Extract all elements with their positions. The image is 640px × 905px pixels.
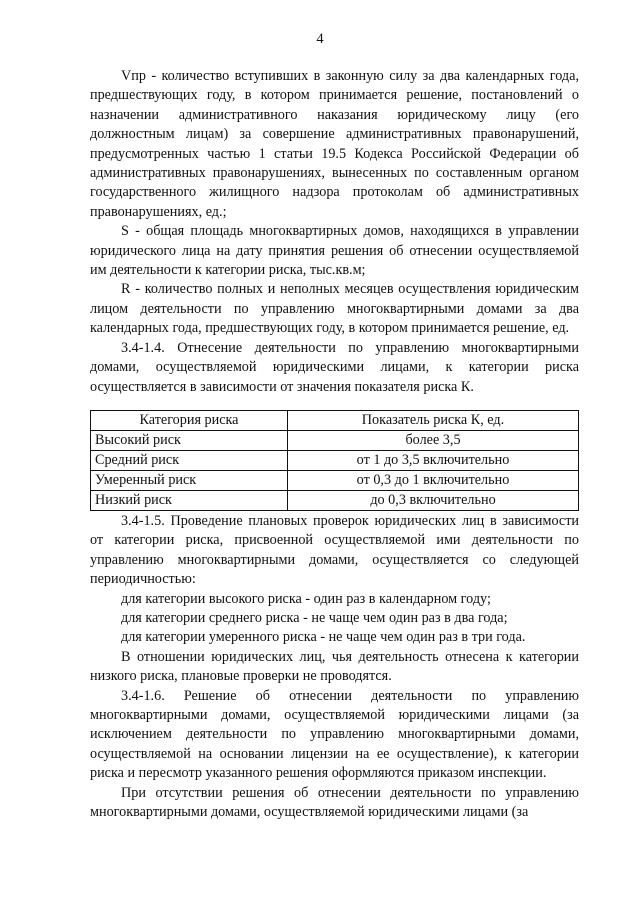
document-body (90, 67, 579, 822)
cell-category: Средний риск (91, 450, 288, 470)
paragraph-s-definition: S - общая площадь многоквартирных домов, находящихся в управлении юридического лица на дату принятия решения об отнесении осуществляемой им деятельности к категории риска, тыс.кв.м; (90, 223, 579, 279)
table-row (91, 490, 579, 510)
paragraph-3-4-1-5: 3.4-1.5. Проведение плановых проверок юридических лиц в зависимости от категории риска, присвоенной осуществляемой ими деятельности по управлению многоквартирными домами, осуществляется со следующей периодичностью: (90, 512, 579, 588)
paragraph-low-risk: В отношении юридических лиц, чья деятельность отнесена к категории низкого риска, плановые проверки не проводятся. (90, 648, 579, 685)
cell-category: Умеренный риск (91, 470, 288, 490)
cell-value: от 1 до 3,5 включительно (288, 450, 579, 470)
paragraph-vpr-definition: Vпр - количество вступивших в законную силу за два календарных года, предшествующих году, в котором принимается решение, постановлений о назначении административного наказания юридическому лицу (его должностным лицам) за совершение административных правонарушений, предусмотренных частью 1 статьи 19.5 Кодекса Российской Федерации об административных правонарушениях, вынесенных по составленным органом государственного жилищного надзора протоколам об административных правонарушениях, ед.; (90, 68, 579, 220)
table-header-row (91, 410, 579, 430)
cell-value: более 3,5 (288, 430, 579, 450)
paragraph-3-4-1-4: 3.4-1.4. Отнесение деятельности по управлению многоквартирными домами, осуществляемой юридическими лицами, к категории риска осуществляется в зависимости от значения показателя риска К. (90, 339, 579, 395)
page-number: 4 (316, 31, 324, 47)
cell-value: от 0,3 до 1 включительно (288, 470, 579, 490)
paragraph-r-definition: R - количество полных и неполных месяцев осуществления юридическим лицом деятельности по управлению многоквартирными домами за два календарных года, предшествующих году, в котором принимается решение, ед. (90, 281, 579, 337)
header-risk-indicator: Показатель риска К, ед. (288, 410, 579, 430)
cell-value: до 0,3 включительно (288, 490, 579, 510)
list-item-high-risk: для категории высокого риска - один раз в календарном году; (121, 590, 491, 607)
table-row (91, 470, 579, 490)
list-item-medium-risk: для категории среднего риска - не чаще чем один раз в два года; (121, 609, 508, 626)
risk-category-table (90, 410, 579, 511)
cell-category: Высокий риск (91, 430, 288, 450)
table-row (91, 430, 579, 450)
table-row (91, 450, 579, 470)
header-risk-category: Категория риска (91, 410, 288, 430)
paragraph-3-4-1-6: 3.4-1.6. Решение об отнесении деятельности по управлению многоквартирными домами, осуществляемой юридическими лицами (за исключением деятельности по управлению многоквартирными домами, осуществляемой на основании лицензии на ее осуществление), к категории риска и пересмотр указанного решения оформляются приказом инспекции. (90, 687, 579, 782)
cell-category: Низкий риск (91, 490, 288, 510)
paragraph-absence-of-decision: При отсутствии решения об отнесении деятельности по управлению многоквартирными домами, осуществляемой юридическими лицами (за (90, 784, 579, 820)
list-item-moderate-risk: для категории умеренного риска - не чаще чем один раз в три года. (121, 629, 526, 646)
